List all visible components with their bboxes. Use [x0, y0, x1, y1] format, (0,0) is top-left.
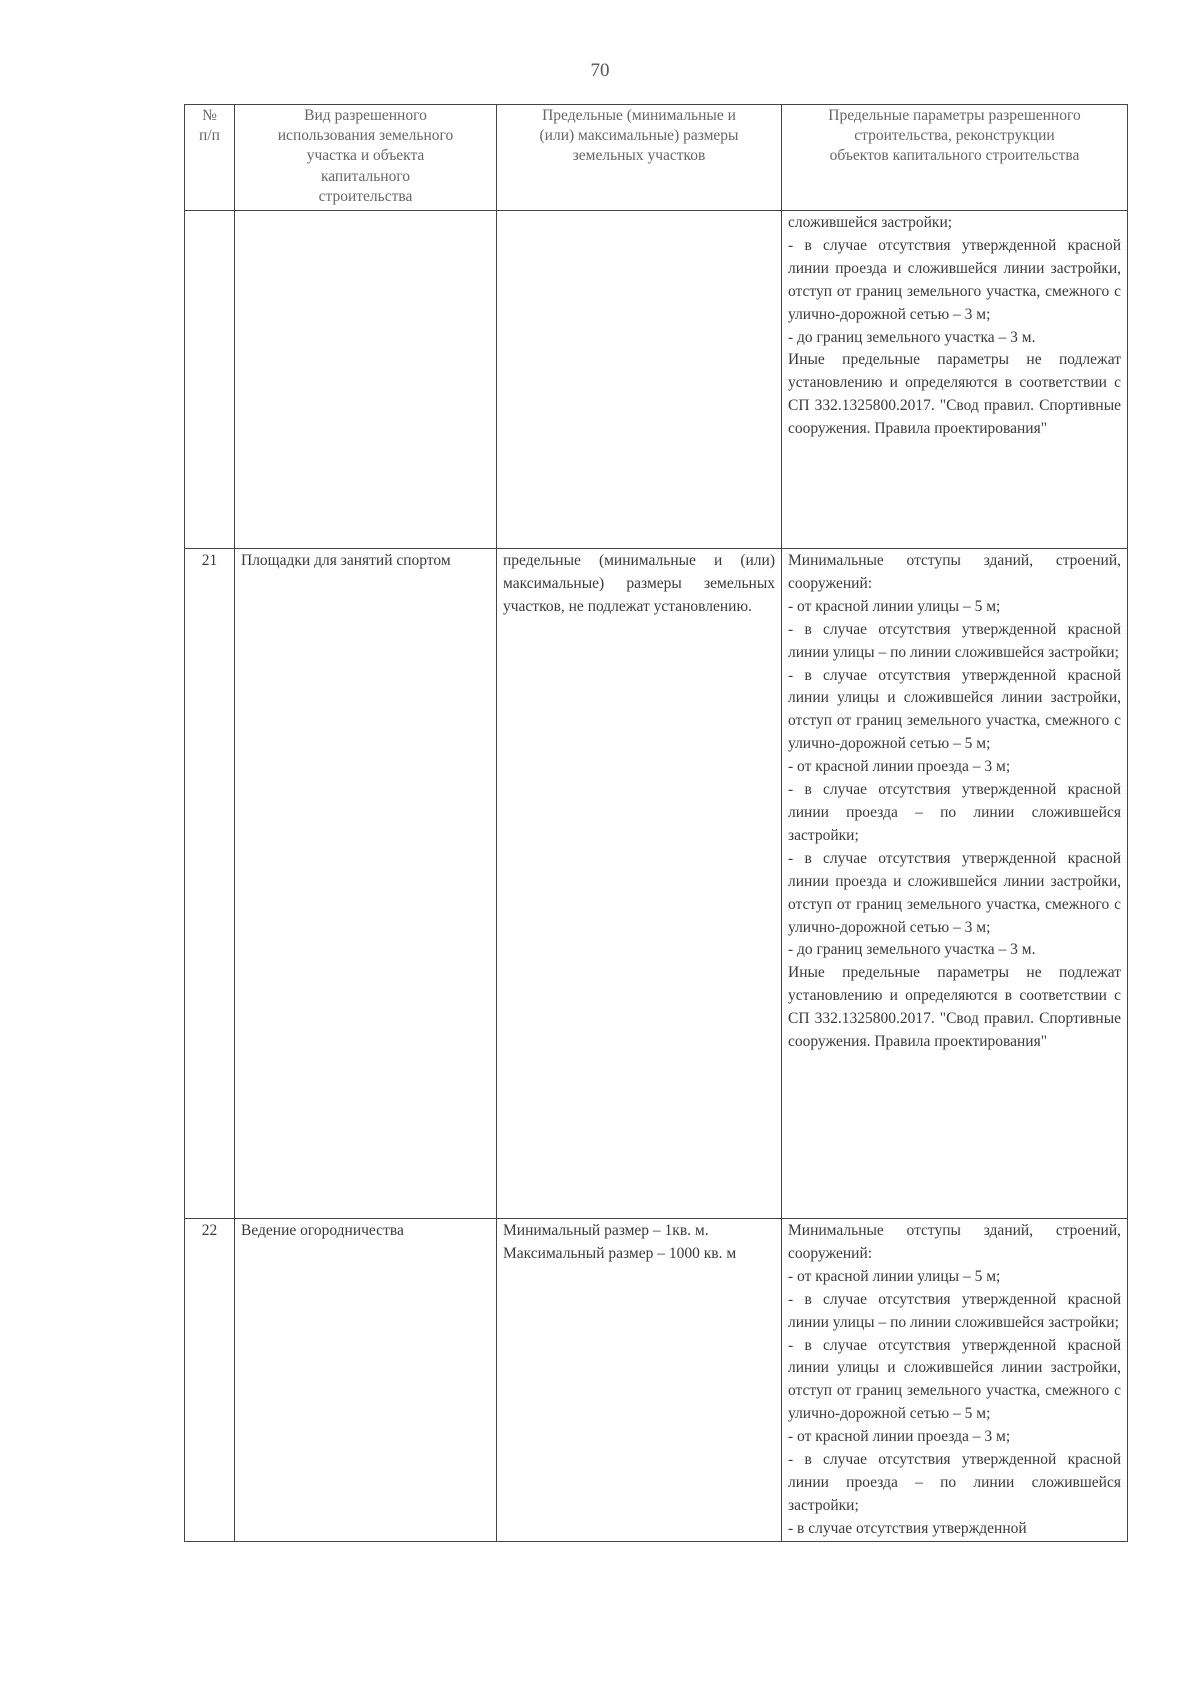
- header-construction-params: Предельные параметры разрешенного строительства, реконструкции объектов капитального строительства: [782, 105, 1128, 211]
- zoning-table: [184, 104, 1128, 1542]
- row-plot-size: Минимальный размер – 1кв. м. Максимальный размер – 1000 кв. м: [497, 1219, 782, 1542]
- row-plot-size: предельные (минимальные и (или) максимальные) размеры земельных участков, не подлежат установлению.: [497, 549, 782, 1219]
- row-construction-params: сложившейся застройки; - в случае отсутствия утвержденной красной линии проезда и сложившейся линии застройки, отступ от границ земельного участка, смежного с улично-дорожной сетью – 3 м; - до границ земельного участка – 3 м. Иные предельные параметры не подлежат установлению и определяются в соответствии с СП 332.1325800.2017. "Свод правил. Спортивные сооружения. Правила проектирования": [782, 211, 1128, 549]
- row-number: 21: [185, 549, 235, 1219]
- row-plot-size: [497, 211, 782, 549]
- row-construction-params: Минимальные отступы зданий, строений, сооружений: - от красной линии улицы – 5 м; - в случае отсутствия утвержденной красной линии улицы – по линии сложившейся застройки; - в случае отсутствия утвержденной красной линии улицы и сложившейся линии застройки, отступ от границ земельного участка, смежного с улично-дорожной сетью – 5 м; - от красной линии проезда – 3 м; - в случае отсутствия утвержденной красной линии проезда – по линии сложившейся застройки; - в случае отсутствия утвержденной: [782, 1219, 1128, 1542]
- row-permitted-use: Ведение огородничества: [235, 1219, 497, 1542]
- page-number: 70: [590, 60, 610, 81]
- row-number: 22: [185, 1219, 235, 1542]
- table-row: [185, 211, 1128, 549]
- row-number: [185, 211, 235, 549]
- table-row: [185, 1219, 1128, 1542]
- row-permitted-use: Площадки для занятий спортом: [235, 549, 497, 1219]
- header-permitted-use: Вид разрешенного использования земельного участка и объекта капитального строительства: [235, 105, 497, 211]
- table-row: [185, 549, 1128, 1219]
- row-construction-params: Минимальные отступы зданий, строений, сооружений: - от красной линии улицы – 5 м; - в случае отсутствия утвержденной красной линии улицы – по линии сложившейся застройки; - в случае отсутствия утвержденной красной линии улицы и сложившейся линии застройки, отступ от границ земельного участка, смежного с улично-дорожной сетью – 5 м; - от красной линии проезда – 3 м; - в случае отсутствия утвержденной красной линии проезда – по линии сложившейся застройки; - в случае отсутствия утвержденной красной линии проезда и сложившейся линии застройки, отступ от границ земельного участка, смежного с улично-дорожной сетью – 3 м; - до границ земельного участка – 3 м. Иные предельные параметры не подлежат установлению и определяются в соответствии с СП 332.1325800.2017. "Свод правил. Спортивные сооружения. Правила проектирования": [782, 549, 1128, 1219]
- row-permitted-use: [235, 211, 497, 549]
- header-plot-size: Предельные (минимальные и (или) максимальные) размеры земельных участков: [497, 105, 782, 211]
- header-number: № п/п: [185, 105, 235, 211]
- table-header-row: [185, 105, 1128, 211]
